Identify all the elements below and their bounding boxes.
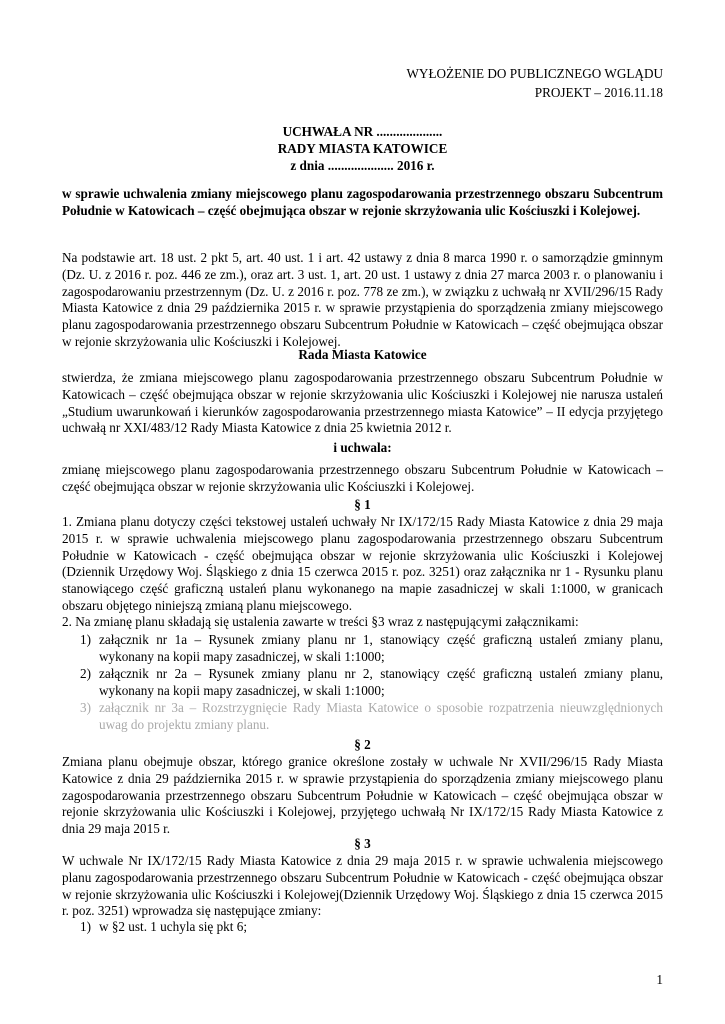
list-text: załącznik nr 1a – Rysunek zmiany planu nr 1, stanowiący część graficzną ustaleń zmiany planu, wykonany na kopii mapy zasadniczej, w skali 1:1000; xyxy=(99,632,663,664)
resolution-subject: w sprawie uchwalenia zmiany miejscowego planu zagospodarowania przestrzennego obszaru Subcentrum Południe w Katowicach – część obejmująca obszar w rejonie skrzyżowania ulic Kościuszki i Kolejowej. xyxy=(62,186,663,218)
list-number: 1) xyxy=(80,919,91,934)
change-item xyxy=(62,919,663,936)
list-number: 1) xyxy=(80,632,91,647)
list-text: w §2 ust. 1 uchyla się pkt 6; xyxy=(99,919,247,934)
council-heading: Rada Miasta Katowice xyxy=(298,347,427,362)
section-2-paragraph: Zmiana planu obejmuje obszar, którego granice określone zostały w uchwale Nr XVII/296/15 Rady Miasta Katowice z dnia 29 października 2015 r. w sprawie przystąpienia do sporządzenia zmiany miejscowego planu zagospodarowania przestrzennego obszaru Subcentrum Południe w Katowicach – część obejmująca obszar w rejonie skrzyżowania ulic Kościuszki i Kolejowej, przyjętego uchwałą Nr IX/172/15 Rady Miasta Katowice z dnia 29 maja 2015 r. xyxy=(62,754,663,837)
attachment-item xyxy=(62,632,663,666)
page-number: 1 xyxy=(656,972,663,987)
section-3-paragraph: W uchwale Nr IX/172/15 Rady Miasta Katowice z dnia 29 maja 2015 r. w sprawie uchwalenia miejscowego planu zagospodarowania przestrzennego obszaru Subcentrum Południe w Katowicach - część obejmująca obszar w rejonie skrzyżowania ulic Kościuszki i Kolejowej(Dziennik Urzędowy Woj. Śląskiego z dnia 15 czerwca 2015 r. poz. 3251) wprowadza się następujące zmiany: xyxy=(62,853,663,919)
section-1-paragraph-2: 2. Na zmianę planu składają się ustalenia zawarte w treści §3 wraz z następującymi załącznikami: xyxy=(62,614,579,629)
resolution-number: UCHWAŁA NR .................... xyxy=(282,124,443,139)
section-1-heading: § 1 xyxy=(354,497,371,512)
plan-change-paragraph: zmianę miejscowego planu zagospodarowania przestrzennego obszaru Subcentrum Południe w Katowicach – część obejmująca obszar w rejonie skrzyżowania ulic Kościuszki i Kolejowej. xyxy=(62,462,663,494)
section-2-heading: § 2 xyxy=(354,737,371,752)
list-number: 2) xyxy=(80,666,91,681)
section-1-paragraph-1: 1. Zmiana planu dotyczy części tekstowej ustaleń uchwały Nr IX/172/15 Rady Miasta Katowice z dnia 29 maja 2015 r. w sprawie uchwalenia miejscowego planu zagospodarowania przestrzennego obszaru Subcentrum Południe w Katowicach - część obejmująca obszar w rejonie skrzyżowania ulic Kościuszki i Kolejowej (Dziennik Urzędowy Woj. Śląskiego z dnia 15 czerwca 2015 r. poz. 3251) oraz załącznika nr 1 - Rysunku planu stanowiącego część graficzną ustaleń planu wykonanego na mapie zasadniczej w skali 1:1000, w granicach obszaru objętego niniejszą zmianą planu miejscowego. xyxy=(62,514,663,613)
attachment-item xyxy=(62,666,663,700)
project-date: PROJEKT – 2016.11.18 xyxy=(534,85,663,100)
council-name: RADY MIASTA KATOWICE xyxy=(277,141,448,156)
findings-paragraph: stwierdza, że zmiana miejscowego planu zagospodarowania przestrzennego obszaru Subcentrum Południe w Katowicach – część obejmująca obszar w rejonie skrzyżowania ulic Kościuszki i Kolejowej nie narusza ustaleń „Studium uwarunkowań i kierunków zagospodarowania przestrzennego miasta Katowice” – II edycja przyjętego uchwałą nr XXI/483/12 Rady Miasta Katowice z dnia 25 kwietnia 2012 r. xyxy=(62,370,663,436)
list-text: załącznik nr 3a – Rozstrzygnięcie Rady Miasta Katowice o sposobie rozpatrzenia nieuwzględnionych uwag do projektu zmiany planu. xyxy=(99,700,663,732)
public-display-notice: WYŁOŻENIE DO PUBLICZNEGO WGLĄDU xyxy=(406,66,663,81)
section-3-heading: § 3 xyxy=(354,836,371,851)
document-page xyxy=(62,0,663,1024)
list-number: 3) xyxy=(80,700,91,715)
legal-basis-paragraph: Na podstawie art. 18 ust. 2 pkt 5, art. 40 ust. 1 i art. 42 ustawy z dnia 8 marca 1990 r. o samorządzie gminnym (Dz. U. z 2016 r. poz. 446 ze zm.), oraz art. 3 ust. 1, art. 20 ust. 1 ustawy z dnia 27 marca 2003 r. o planowaniu i zagospodarowaniu przestrzennym (Dz. U. z 2016 r. poz. 778 ze zm.), w związku z uchwałą nr XVII/296/15 Rady Miasta Katowice z dnia 29 października 2015 r. w sprawie przystąpienia do sporządzenia zmiany miejscowego planu zagospodarowania przestrzennego obszaru Subcentrum Południe w Katowicach – część obejmująca obszar w rejonie skrzyżowania ulic Kościuszki i Kolejowej. xyxy=(62,250,663,349)
resolution-date: z dnia .................... 2016 r. xyxy=(290,158,435,173)
resolves-heading: i uchwala: xyxy=(333,440,392,455)
attachment-item-greyed xyxy=(62,700,663,734)
list-text: załącznik nr 2a – Rysunek zmiany planu nr 2, stanowiący część graficzną ustaleń zmiany planu, wykonany na kopii mapy zasadniczej, w skali 1:1000; xyxy=(99,666,663,698)
